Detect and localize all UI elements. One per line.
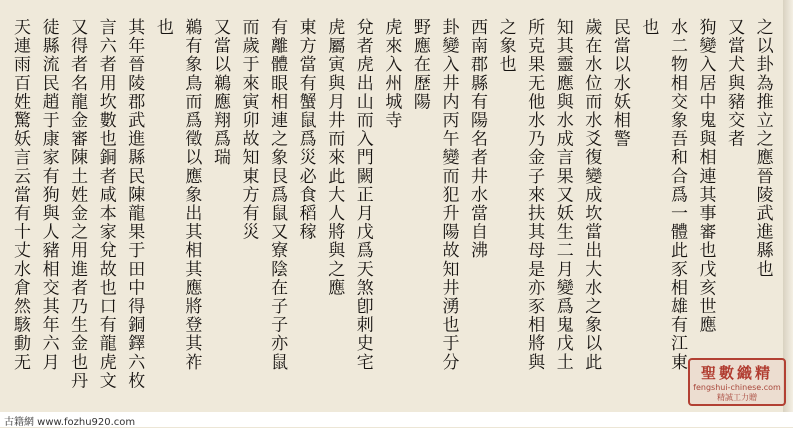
text-column: 知其靈應與水成言果又妖生二月變爲鬼戊土 [552, 18, 573, 372]
vertical-text-block [11, 18, 771, 403]
text-column: 有離體眼相連之象艮爲鼠又寮陰在子子亦鼠 [267, 18, 288, 372]
text-column: 西南郡縣有陽名者井水當自沸 [467, 18, 487, 260]
text-column: 天連雨百姓驚妖言云當有十丈水倉然駭動无 [10, 18, 30, 372]
text-column: 虎來入州城寺 [381, 18, 402, 130]
text-column: 野應在歷陽 [409, 18, 430, 111]
seal-url: fengshui-chinese.com [693, 383, 781, 392]
text-column: 又得者名龍金審陳土姓金之用進者乃生金也丹 [67, 18, 88, 390]
text-column: 徒縣流民趙于康家有狗與人豬相交其年六月 [38, 18, 59, 372]
text-column: 又當犬與豬交者 [724, 18, 745, 149]
seal-subtext: 精誠工力贈 [717, 393, 757, 402]
text-column: 之象也 [495, 18, 516, 74]
text-column: 兌者虎出山而入門闕正月戊爲天煞卽刺史宅 [352, 18, 373, 372]
text-column: 虎屬寅與月井而來此大人將與之應 [324, 18, 345, 297]
text-column: 也 [152, 18, 173, 37]
text-column: 而歲于來寅卯故知東方有災 [238, 18, 259, 242]
text-column: 又當以鵜應翔爲瑞 [209, 18, 230, 167]
text-column: 狗變入居中鬼與相連其事審也戊亥世應 [695, 18, 716, 335]
text-column: 其年晉陵郡武進縣民陳龍果于田中得銅鐸六枚 [124, 18, 145, 390]
text-column: 歲在水位而水爻復變成坎當出大水之象以此 [581, 18, 602, 372]
footer-bar [0, 412, 793, 427]
text-column: 水二物相交象吾和合爲一體此豕相雄有江東 [666, 18, 687, 372]
watermark-seal [688, 358, 786, 406]
text-column: 所克果无他水乃金子來扶其母是亦豕相將與 [524, 18, 545, 372]
seal-text: 聖數織精 [700, 364, 773, 382]
footer-watermark-text: 古籍網 www.fozhu920.com [4, 417, 136, 428]
text-column: 也 [638, 18, 659, 37]
text-column: 卦變入井内丙午變而犯升陽故知井湧也于分 [438, 18, 459, 372]
text-column: 言六者用坎數也銅者咸本家兌故也口有龍虎文 [95, 18, 116, 390]
text-column: 鵜有象鳥而爲徵以應象出其相其應將登其祚 [181, 18, 202, 372]
text-column: 東方當有蟹鼠爲災必食稻稼 [295, 18, 316, 242]
text-column: 之以卦為推立之應晉陵武進縣也 [752, 18, 773, 279]
text-column: 民當以水妖相警 [609, 18, 630, 149]
